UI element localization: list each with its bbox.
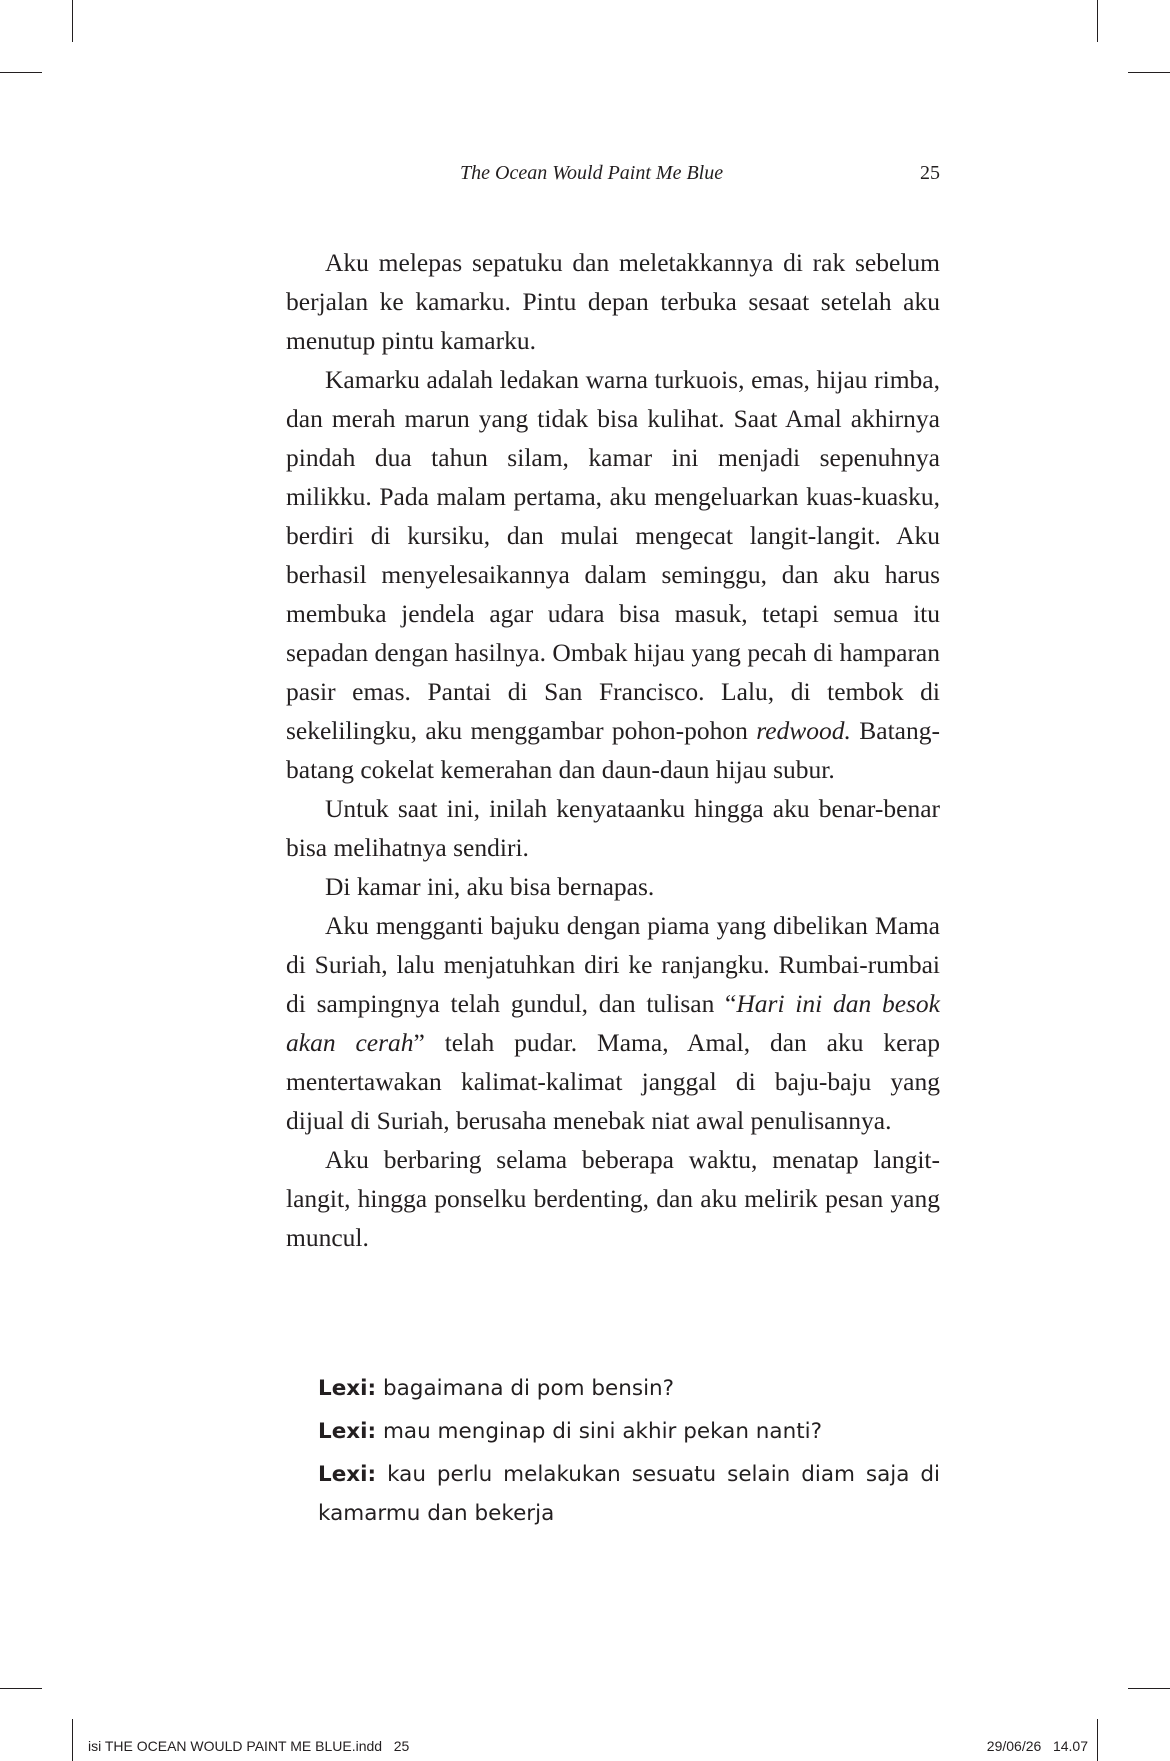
crop-mark — [1128, 72, 1170, 73]
crop-mark — [72, 1719, 73, 1761]
running-head — [350, 162, 940, 196]
italic-quote: Hari ini dan besok akan cerah — [286, 989, 941, 1057]
crop-mark — [0, 1688, 42, 1689]
message-speaker: Lexi: — [318, 1376, 377, 1401]
paragraph: Untuk saat ini, inilah kenyataanku hingga aku benar-benar bisa melihatnya sendiri. — [286, 794, 940, 862]
message-text: mau menginap di sini akhir pekan nanti? — [382, 1419, 823, 1444]
running-title: The Ocean Would Paint Me Blue — [460, 162, 724, 184]
print-slug — [88, 1738, 1088, 1758]
crop-mark — [0, 72, 42, 73]
paragraph: Di kamar ini, aku bisa bernapas. — [325, 872, 655, 901]
paragraph: Aku mengganti bajuku dengan piama yang dibelikan Mama di Suriah, lalu menjatuhkan diri ke ranjangku. Rumbai-rumbai di sampingnya telah gundul, dan tulisan “Hari ini dan besok akan cerah” telah pudar. Mama, Amal, dan aku kerap mentertawakan kalimat-kalimat janggal di baju-baju yang dijual di Suriah, berusaha menebak niat awal penulisannya. — [286, 911, 941, 1135]
italic-term: redwood. — [756, 716, 851, 745]
crop-mark — [1128, 1688, 1170, 1689]
message-speaker: Lexi: — [318, 1419, 377, 1444]
crop-mark — [1097, 0, 1098, 42]
message-text: bagaimana di pom bensin? — [382, 1376, 675, 1401]
message — [318, 1369, 940, 1408]
crop-mark — [1097, 1719, 1098, 1761]
slug-filename: isi THE OCEAN WOULD PAINT ME BLUE.indd 25 — [88, 1738, 410, 1754]
paragraph: Aku melepas sepatuku dan meletakkannya di rak sebelum berjalan ke kamarku. Pintu depan terbuka sesaat setelah aku menutup pintu kamarku. — [286, 248, 940, 355]
paragraph: Aku berbaring selama beberapa waktu, menatap langit-langit, hingga ponselku berdenting, dan aku melirik pesan yang muncul. — [286, 1145, 940, 1252]
text-messages — [318, 1369, 940, 1537]
body-text — [286, 243, 940, 1257]
paragraph: Kamarku adalah ledakan warna turkuois, emas, hijau rimba, dan merah marun yang tidak bisa kulihat. Saat Amal akhirnya pindah dua tahun silam, kamar ini menjadi sepenuhnya milikku. Pada malam pertama, aku mengeluarkan kuas-kuasku, berdiri di kursiku, dan mulai mengecat langit-langit. Aku berhasil menyelesaikannya dalam seminggu, dan aku harus membuka jendela agar udara bisa masuk, tetapi semua itu sepadan dengan hasilnya. Ombak hijau yang pecah di hamparan pasir emas. Pantai di San Francisco. Lalu, di tembok di sekelilingku, aku menggambar pohon-pohon redwood. Batang-batang cokelat kemerahan dan daun-daun hijau subur. — [286, 365, 940, 784]
crop-mark — [72, 0, 73, 42]
message-text: kau perlu melakukan sesuatu selain diam saja di kamarmu dan bekerja — [318, 1462, 940, 1526]
message-speaker: Lexi: — [318, 1462, 377, 1487]
message — [318, 1412, 940, 1451]
slug-datetime: 29/06/26 14.07 — [986, 1738, 1088, 1754]
page-number: 25 — [920, 162, 940, 184]
message — [318, 1455, 940, 1533]
